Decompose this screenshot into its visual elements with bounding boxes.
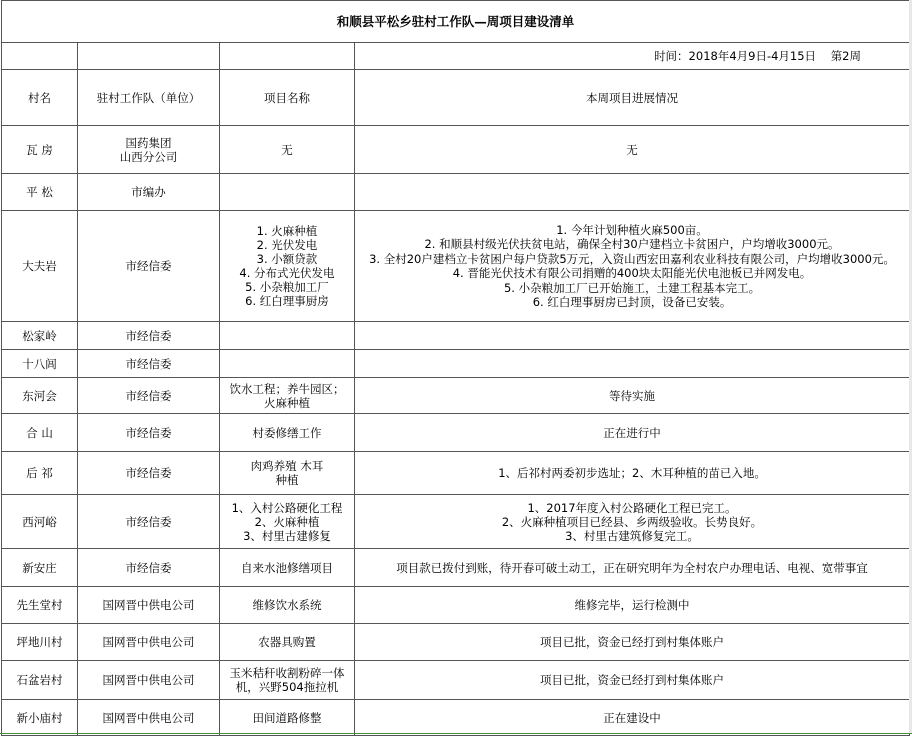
team-cell[interactable]: 国药集团 山西分公司 [78,126,220,174]
team-cell[interactable]: 市经信委 [78,322,220,350]
project-cell[interactable]: 自来水池修缮项目 [220,549,355,587]
table-row [2,495,910,549]
team-cell[interactable]: 市经信委 [78,549,220,587]
village-cell[interactable]: 平 松 [2,174,78,211]
village-cell[interactable]: 松家岭 [2,322,78,350]
project-cell[interactable]: 农器具购置 [220,624,355,661]
table-row [2,174,910,211]
progress-cell[interactable]: 正在进行中 [355,414,910,452]
project-cell[interactable]: 1、入村公路硬化工程 2、火麻种植 3、村里古建修复 [220,495,355,549]
progress-cell[interactable]: 1、2017年度入村公路硬化工程已完工。 2、火麻种植项目已经县、乡两级验收。长势良好。 3、村里古建筑修复完工。 [355,495,910,549]
village-cell[interactable]: 大夫岩 [2,211,78,322]
progress-cell[interactable]: 维修完毕，运行检测中 [355,587,910,624]
team-cell[interactable]: 国网晋中供电公司 [78,700,220,736]
team-cell[interactable]: 国网晋中供电公司 [78,587,220,624]
table-row [2,624,910,661]
project-cell[interactable] [220,322,355,350]
header-team[interactable]: 驻村工作队（单位） [78,70,220,126]
village-cell[interactable]: 先生堂村 [2,587,78,624]
progress-cell[interactable]: 项目款已拨付到账，待开春可破土动工，正在研究明年为全村农户办理电话、电视、宽带事宜 [355,549,910,587]
village-cell[interactable]: 西河峪 [2,495,78,549]
village-cell[interactable]: 石盆岩村 [2,661,78,700]
project-cell[interactable]: 1. 火麻种植 2. 光伏发电 3. 小额贷款 4. 分布式光伏发电 5. 小杂粮加工厂 6. 红白理事厨房 [220,211,355,322]
table-row [2,587,910,624]
table-row [2,322,910,350]
project-cell[interactable]: 田间道路修整 [220,700,355,736]
table-row [2,126,910,174]
project-cell[interactable]: 无 [220,126,355,174]
team-cell[interactable]: 市经信委 [78,211,220,322]
village-cell[interactable]: 新安庄 [2,549,78,587]
progress-cell[interactable]: 1. 今年计划种植火麻500亩。 2. 和顺县村级光伏扶贫电站，确保全村30户建档立卡贫困户，户均增收3000元。 3. 全村20户建档立卡贫困户每户贷款5万元，入资山西宏田嘉利农业科技有限公司，户均增收3000元。 4. 晋能光伏技术有限公司捐赠的400块太阳能光伏电池板已并网发电。 5. 小杂粮加工厂已开始施工，土建工程基本完工。 6. 红白理事厨房已封顶，设备已安装。 [355,211,910,322]
project-cell[interactable]: 维修饮水系统 [220,587,355,624]
progress-cell[interactable]: 项目已批，资金已经打到村集体账户 [355,661,910,700]
header-village[interactable]: 村名 [2,70,78,126]
progress-cell[interactable]: 无 [355,126,910,174]
team-cell[interactable]: 市经信委 [78,495,220,549]
meta-cell-empty[interactable] [2,43,78,70]
project-cell[interactable]: 玉米秸秆收割粉碎一体 机，兴野504拖拉机 [220,661,355,700]
table-row [2,350,910,378]
progress-cell[interactable] [355,322,910,350]
team-cell[interactable]: 市经信委 [78,414,220,452]
progress-cell[interactable] [355,350,910,378]
project-table [1,0,910,736]
meta-cell-empty[interactable] [78,43,220,70]
village-cell[interactable]: 十八闾 [2,350,78,378]
village-cell[interactable]: 后 祁 [2,452,78,495]
team-cell[interactable]: 国网晋中供电公司 [78,624,220,661]
village-cell[interactable]: 瓦 房 [2,126,78,174]
table-row [2,414,910,452]
progress-cell[interactable] [355,174,910,211]
week-number: 第2周 [830,49,862,63]
progress-cell[interactable]: 项目已批，资金已经打到村集体账户 [355,624,910,661]
table-row [2,378,910,414]
time-range: 时间：2018年4月9日-4月15日 [654,49,817,63]
team-cell[interactable]: 市经信委 [78,378,220,414]
project-cell[interactable]: 肉鸡养殖 木耳 种植 [220,452,355,495]
team-cell[interactable]: 国网晋中供电公司 [78,661,220,700]
table-row [2,549,910,587]
meta-row [2,43,910,70]
village-cell[interactable]: 合 山 [2,414,78,452]
progress-cell[interactable]: 等待实施 [355,378,910,414]
table-row [2,211,910,322]
village-cell[interactable]: 坪地川村 [2,624,78,661]
progress-cell[interactable]: 正在建设中 [355,700,910,736]
sheet-title[interactable]: 和顺县平松乡驻村工作队—周项目建设清单 [2,1,910,43]
team-cell[interactable]: 市经信委 [78,350,220,378]
village-cell[interactable]: 东河会 [2,378,78,414]
village-cell[interactable]: 新小庙村 [2,700,78,736]
table-row [2,452,910,495]
project-cell[interactable] [220,174,355,211]
meta-cell-empty[interactable] [220,43,355,70]
project-cell[interactable]: 村委修缮工作 [220,414,355,452]
team-cell[interactable]: 市编办 [78,174,220,211]
time-range-cell[interactable] [355,43,910,70]
table-row [2,700,910,736]
header-project[interactable]: 项目名称 [220,70,355,126]
table-row [2,661,910,700]
team-cell[interactable]: 市经信委 [78,452,220,495]
project-cell[interactable]: 饮水工程；养牛园区； 火麻种植 [220,378,355,414]
header-progress[interactable]: 本周项目进展情况 [355,70,910,126]
project-cell[interactable] [220,350,355,378]
header-row [2,70,910,126]
progress-cell[interactable]: 1、后祁村两委初步选址；2、木耳种植的苗已入地。 [355,452,910,495]
